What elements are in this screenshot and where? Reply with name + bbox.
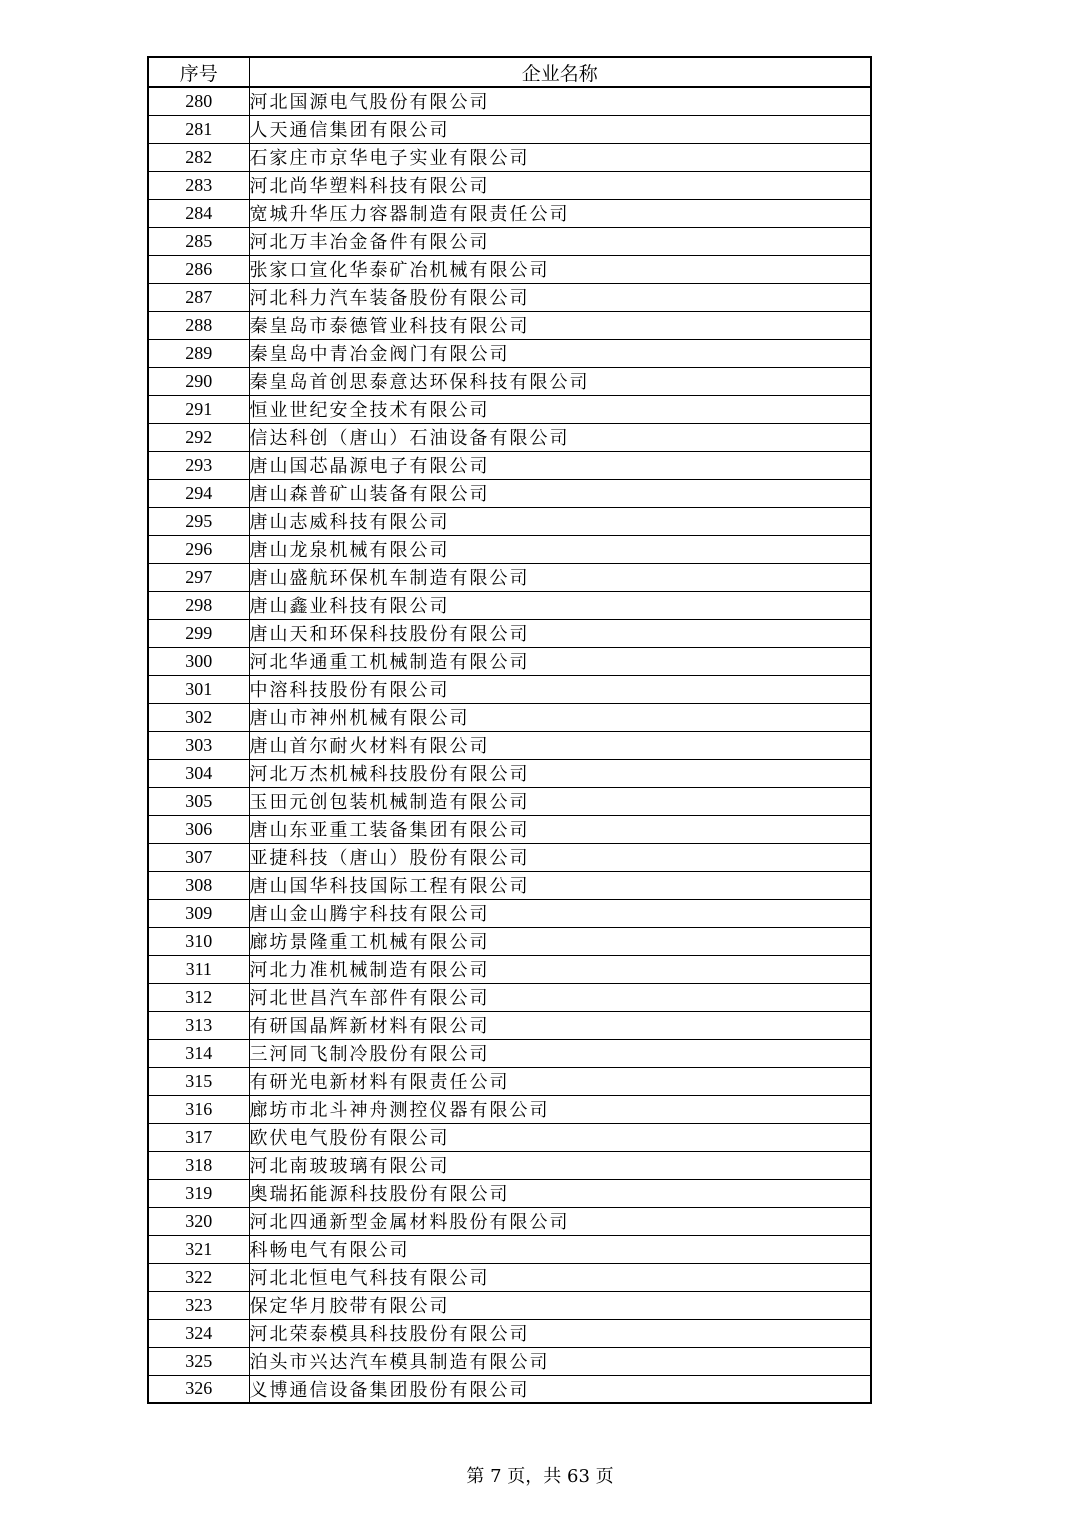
row-index: 325 xyxy=(148,1347,249,1375)
table-row xyxy=(148,199,871,227)
table-row xyxy=(148,1039,871,1067)
row-company-name: 唐山国华科技国际工程有限公司 xyxy=(249,871,871,899)
row-index: 281 xyxy=(148,115,249,143)
table-row xyxy=(148,703,871,731)
row-company-name: 亚捷科技（唐山）股份有限公司 xyxy=(249,843,871,871)
row-company-name: 中溶科技股份有限公司 xyxy=(249,675,871,703)
table-row xyxy=(148,619,871,647)
table-row xyxy=(148,759,871,787)
table-row xyxy=(148,87,871,115)
table-row xyxy=(148,927,871,955)
row-index: 280 xyxy=(148,87,249,115)
table-row xyxy=(148,255,871,283)
row-company-name: 奥瑞拓能源科技股份有限公司 xyxy=(249,1179,871,1207)
table-row xyxy=(148,675,871,703)
row-company-name: 秦皇岛中青冶金阀门有限公司 xyxy=(249,339,871,367)
row-index: 321 xyxy=(148,1235,249,1263)
row-company-name: 唐山国芯晶源电子有限公司 xyxy=(249,451,871,479)
row-company-name: 河北国源电气股份有限公司 xyxy=(249,87,871,115)
row-company-name: 欧伏电气股份有限公司 xyxy=(249,1123,871,1151)
table-row xyxy=(148,955,871,983)
table-row xyxy=(148,1235,871,1263)
row-company-name: 河北万丰冶金备件有限公司 xyxy=(249,227,871,255)
table-row xyxy=(148,143,871,171)
row-index: 287 xyxy=(148,283,249,311)
row-index: 299 xyxy=(148,619,249,647)
row-index: 319 xyxy=(148,1179,249,1207)
row-company-name: 人天通信集团有限公司 xyxy=(249,115,871,143)
table-row xyxy=(148,283,871,311)
row-index: 320 xyxy=(148,1207,249,1235)
row-company-name: 有研光电新材料有限责任公司 xyxy=(249,1067,871,1095)
table-row xyxy=(148,339,871,367)
table-row xyxy=(148,227,871,255)
row-company-name: 河北南玻玻璃有限公司 xyxy=(249,1151,871,1179)
row-index: 286 xyxy=(148,255,249,283)
row-index: 308 xyxy=(148,871,249,899)
row-company-name: 河北四通新型金属材料股份有限公司 xyxy=(249,1207,871,1235)
row-index: 316 xyxy=(148,1095,249,1123)
table-row xyxy=(148,871,871,899)
row-company-name: 河北力准机械制造有限公司 xyxy=(249,955,871,983)
row-company-name: 河北尚华塑料科技有限公司 xyxy=(249,171,871,199)
row-company-name: 秦皇岛市泰德管业科技有限公司 xyxy=(249,311,871,339)
row-index: 297 xyxy=(148,563,249,591)
row-index: 305 xyxy=(148,787,249,815)
row-index: 315 xyxy=(148,1067,249,1095)
row-company-name: 河北北恒电气科技有限公司 xyxy=(249,1263,871,1291)
row-company-name: 唐山金山腾宇科技有限公司 xyxy=(249,899,871,927)
row-company-name: 河北华通重工机械制造有限公司 xyxy=(249,647,871,675)
table-row xyxy=(148,1207,871,1235)
row-company-name: 玉田元创包装机械制造有限公司 xyxy=(249,787,871,815)
table-row xyxy=(148,451,871,479)
row-company-name: 保定华月胶带有限公司 xyxy=(249,1291,871,1319)
row-index: 307 xyxy=(148,843,249,871)
row-company-name: 唐山森普矿山装备有限公司 xyxy=(249,479,871,507)
row-company-name: 廊坊景隆重工机械有限公司 xyxy=(249,927,871,955)
row-company-name: 张家口宣化华泰矿冶机械有限公司 xyxy=(249,255,871,283)
row-index: 313 xyxy=(148,1011,249,1039)
table-row xyxy=(148,1291,871,1319)
row-index: 298 xyxy=(148,591,249,619)
table-row xyxy=(148,171,871,199)
table-row xyxy=(148,591,871,619)
table-row xyxy=(148,311,871,339)
row-company-name: 唐山盛航环保机车制造有限公司 xyxy=(249,563,871,591)
row-company-name: 唐山东亚重工装备集团有限公司 xyxy=(249,815,871,843)
row-company-name: 三河同飞制冷股份有限公司 xyxy=(249,1039,871,1067)
company-list-table xyxy=(147,56,872,1404)
table-row xyxy=(148,1095,871,1123)
table-row xyxy=(148,367,871,395)
table-header-row xyxy=(148,57,871,87)
row-index: 288 xyxy=(148,311,249,339)
row-index: 282 xyxy=(148,143,249,171)
row-index: 294 xyxy=(148,479,249,507)
row-index: 323 xyxy=(148,1291,249,1319)
table-row xyxy=(148,1263,871,1291)
table-row xyxy=(148,1347,871,1375)
row-index: 310 xyxy=(148,927,249,955)
row-index: 293 xyxy=(148,451,249,479)
table-row xyxy=(148,1011,871,1039)
row-index: 324 xyxy=(148,1319,249,1347)
header-index: 序号 xyxy=(148,57,249,87)
row-index: 285 xyxy=(148,227,249,255)
row-company-name: 唐山鑫业科技有限公司 xyxy=(249,591,871,619)
table-row xyxy=(148,731,871,759)
table-row xyxy=(148,1375,871,1403)
table-row xyxy=(148,787,871,815)
header-company-name: 企业名称 xyxy=(249,57,871,87)
row-index: 312 xyxy=(148,983,249,1011)
row-company-name: 河北科力汽车装备股份有限公司 xyxy=(249,283,871,311)
row-company-name: 有研国晶辉新材料有限公司 xyxy=(249,1011,871,1039)
row-company-name: 恒业世纪安全技术有限公司 xyxy=(249,395,871,423)
table-row xyxy=(148,1067,871,1095)
row-index: 314 xyxy=(148,1039,249,1067)
table-row xyxy=(148,115,871,143)
table-row xyxy=(148,843,871,871)
row-company-name: 科畅电气有限公司 xyxy=(249,1235,871,1263)
table-row xyxy=(148,647,871,675)
row-index: 295 xyxy=(148,507,249,535)
table-row xyxy=(148,563,871,591)
row-company-name: 廊坊市北斗神舟测控仪器有限公司 xyxy=(249,1095,871,1123)
row-index: 284 xyxy=(148,199,249,227)
page-number: 第 7 页，共 63 页 xyxy=(466,1466,614,1487)
table-row xyxy=(148,1123,871,1151)
row-index: 322 xyxy=(148,1263,249,1291)
row-company-name: 河北荣泰模具科技股份有限公司 xyxy=(249,1319,871,1347)
row-index: 302 xyxy=(148,703,249,731)
row-index: 291 xyxy=(148,395,249,423)
row-index: 296 xyxy=(148,535,249,563)
row-company-name: 唐山龙泉机械有限公司 xyxy=(249,535,871,563)
table-row xyxy=(148,1151,871,1179)
row-company-name: 信达科创（唐山）石油设备有限公司 xyxy=(249,423,871,451)
row-index: 283 xyxy=(148,171,249,199)
row-index: 292 xyxy=(148,423,249,451)
table-row xyxy=(148,423,871,451)
row-index: 289 xyxy=(148,339,249,367)
row-company-name: 唐山志威科技有限公司 xyxy=(249,507,871,535)
row-index: 304 xyxy=(148,759,249,787)
row-index: 290 xyxy=(148,367,249,395)
table-body xyxy=(148,87,871,1403)
row-company-name: 河北世昌汽车部件有限公司 xyxy=(249,983,871,1011)
table-row xyxy=(148,535,871,563)
row-company-name: 石家庄市京华电子实业有限公司 xyxy=(249,143,871,171)
table-row xyxy=(148,1179,871,1207)
row-company-name: 宽城升华压力容器制造有限责任公司 xyxy=(249,199,871,227)
row-index: 317 xyxy=(148,1123,249,1151)
row-company-name: 义博通信设备集团股份有限公司 xyxy=(249,1375,871,1403)
table-row xyxy=(148,983,871,1011)
row-index: 301 xyxy=(148,675,249,703)
row-index: 311 xyxy=(148,955,249,983)
row-company-name: 河北万杰机械科技股份有限公司 xyxy=(249,759,871,787)
row-index: 303 xyxy=(148,731,249,759)
row-index: 300 xyxy=(148,647,249,675)
table-row xyxy=(148,1319,871,1347)
row-company-name: 唐山天和环保科技股份有限公司 xyxy=(249,619,871,647)
row-index: 309 xyxy=(148,899,249,927)
table-row xyxy=(148,479,871,507)
table-row xyxy=(148,395,871,423)
table-row xyxy=(148,507,871,535)
table-row xyxy=(148,899,871,927)
row-company-name: 唐山首尔耐火材料有限公司 xyxy=(249,731,871,759)
row-index: 318 xyxy=(148,1151,249,1179)
table-row xyxy=(148,815,871,843)
row-company-name: 秦皇岛首创思泰意达环保科技有限公司 xyxy=(249,367,871,395)
row-index: 326 xyxy=(148,1375,249,1403)
row-company-name: 泊头市兴达汽车模具制造有限公司 xyxy=(249,1347,871,1375)
row-index: 306 xyxy=(148,815,249,843)
row-company-name: 唐山市神州机械有限公司 xyxy=(249,703,871,731)
